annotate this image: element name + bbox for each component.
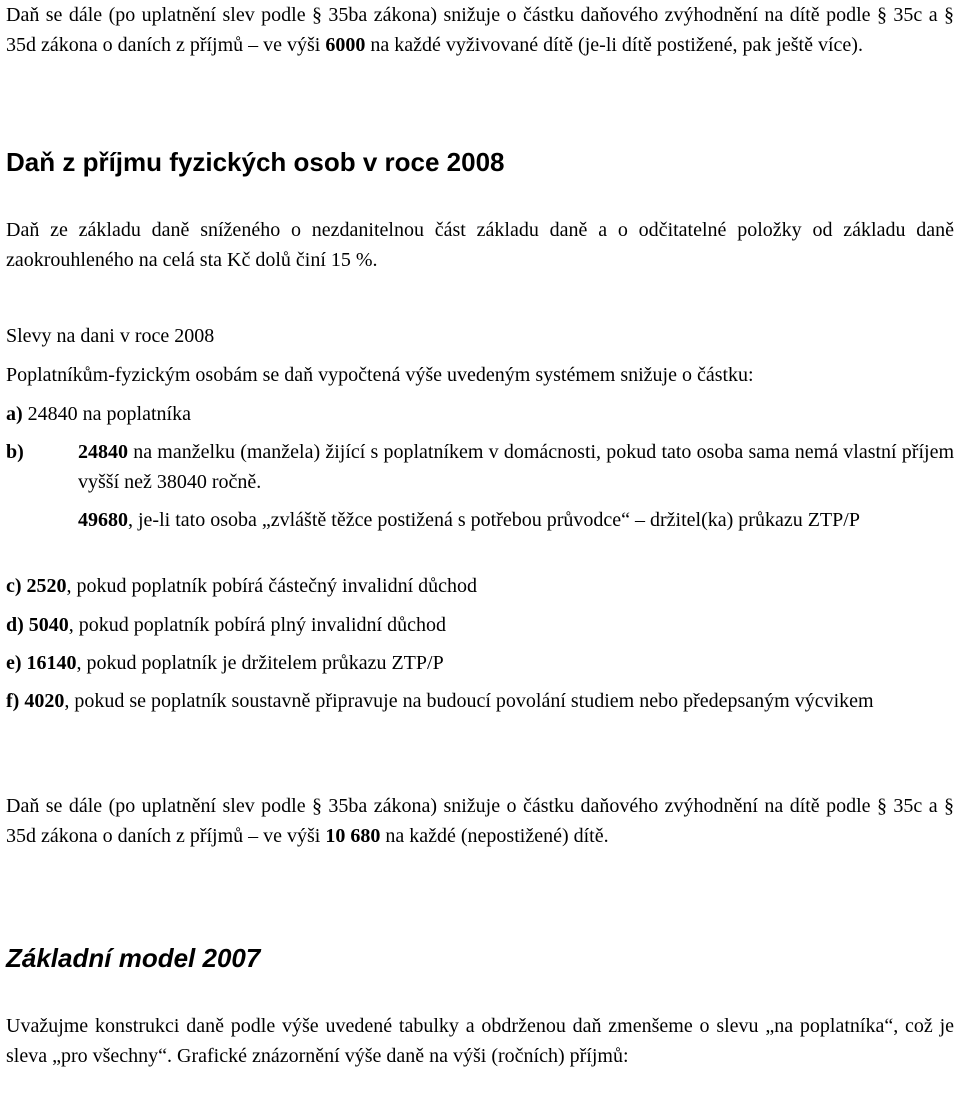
slevy-item-a: a) 24840 na poplatníka <box>6 403 191 425</box>
slevy-item-e: e) 16140, pokud poplatník je držitelem průkazu ZTP/P <box>6 652 444 674</box>
slevy-item-f: f) 4020, pokud se poplatník soustavně připravuje na budoucí povolání studiem nebo předepsaným výcvikem <box>6 690 874 712</box>
child-allowance-amount: 10 680 <box>325 825 381 847</box>
intro-paragraph: Daň se dále (po uplatnění slev podle § 35ba zákona) snižuje o částku daňového zvýhodnění na dítě podle § 35c a § 35d zákona o daních z příjmů – ve výši 6000 na každé vyživované dítě (je-li dítě postižené, pak ještě více). <box>6 4 954 56</box>
tax-2008-paragraph: Daň ze základu daně sníženého o nezdanitelnou část základu daně a o odčitatelné položky od základu daně zaokrouhleného na celá sta Kč dolů činí 15 %. <box>6 219 954 271</box>
heading-tax-2008: Daň z příjmu fyzických osob v roce 2008 <box>6 147 505 177</box>
slevy-item-d: d) 5040, pokud poplatník pobírá plný invalidní důchod <box>6 614 446 636</box>
heading-model-2007: Základní model 2007 <box>6 943 261 973</box>
child-allowance-2008-paragraph: Daň se dále (po uplatnění slev podle § 35ba zákona) snižuje o částku daňového zvýhodnění na dítě podle § 35c a § 35d zákona o daních z příjmů – ve výši 10 680 na každé (nepostižené) dítě. <box>6 795 954 847</box>
slevy-item-b: b) 24840 na manželku (manžela) žijící s poplatníkem v domácnosti, pokud tato osoba sama nemá vlastní příjem vyšší než 38040 ročně. <box>6 441 954 493</box>
slevy-lead: Poplatníkům-fyzickým osobám se daň vypočtená výše uvedeným systémem snižuje o částku: <box>6 364 754 386</box>
model-2007-paragraph: Uvažujme konstrukci daně podle výše uvedené tabulky a obdrženou daň zmenšeme o slevu „na poplatníka“, což je sleva „pro všechny“. Grafické znázornění výše daně na výši (ročních) příjmů: <box>6 1015 954 1067</box>
intro-amount: 6000 <box>325 34 366 56</box>
slevy-item-c: c) 2520, pokud poplatník pobírá částečný invalidní důchod <box>6 575 478 597</box>
slevy-item-b-ztp: 49680, je-li tato osoba „zvláště těžce postižená s potřebou průvodce“ – držitel(ka) průkazu ZTP/P <box>78 509 860 531</box>
heading-slevy-2008: Slevy na dani v roce 2008 <box>6 325 215 347</box>
